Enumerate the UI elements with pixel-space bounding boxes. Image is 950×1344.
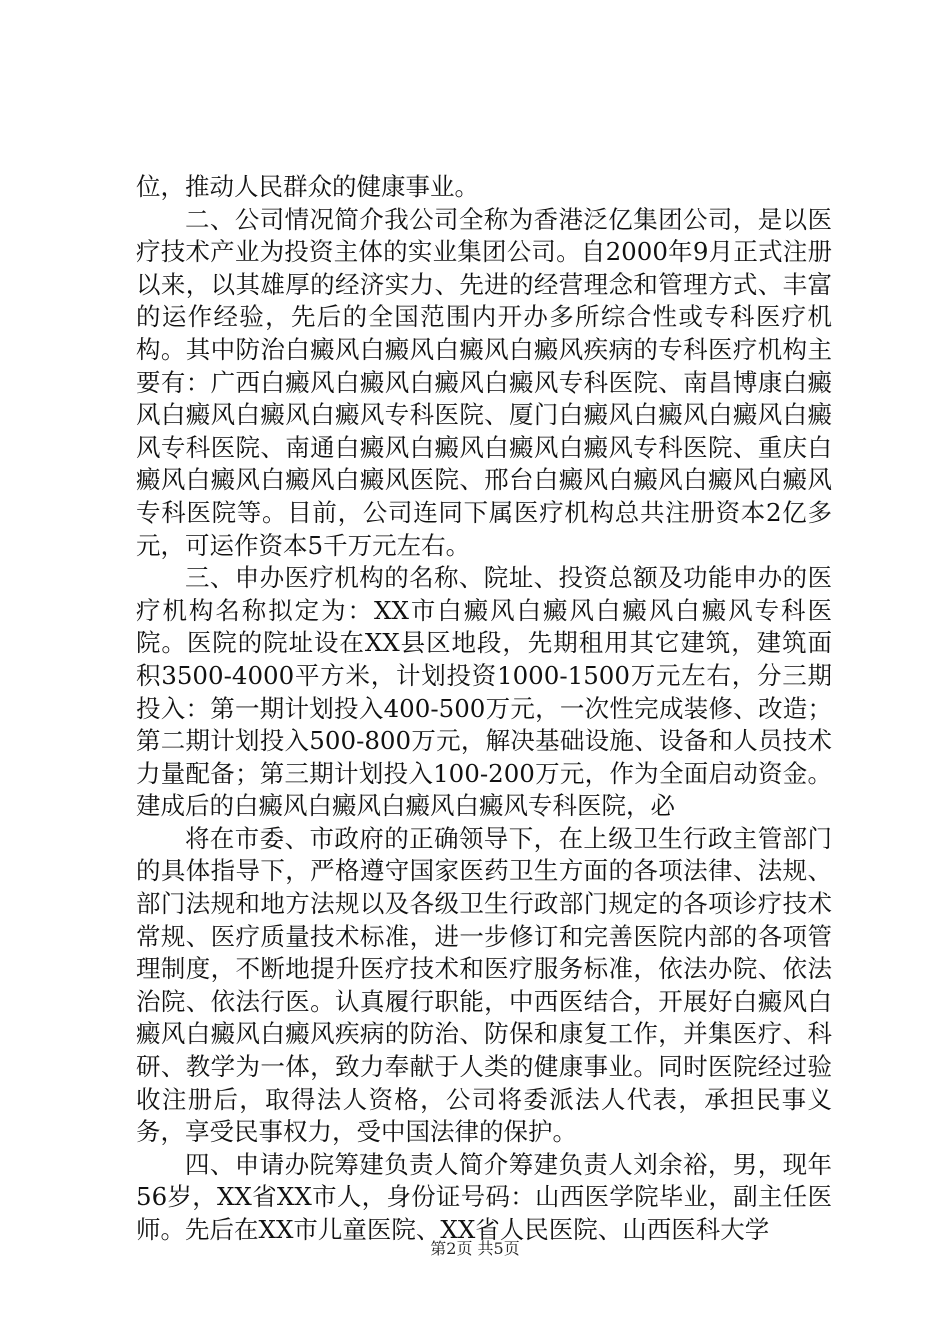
paragraph-preparation-lead: 四、申请办院筹建负责人简介筹建负责人刘余裕，男，现年56岁，XX省XX市人，身份证号码：山西医学院毕业，副主任医师。先后在XX市儿童医院、XX省人民医院、山西医科大学 — [136, 1149, 832, 1244]
page-number-footer: 第2页 共5页 — [430, 1239, 520, 1258]
paragraph-operating-principles: 将在市委、市政府的正确领导下，在上级卫生行政主管部门的具体指导下，严格遵守国家医药卫生方面的各项法律、法规、部门法规和地方法规以及各级卫生行政部门规定的各项诊疗技术常规、医疗质量技术标准，进一步修订和完善医院内部的各项管理制度，不断地提升医疗技术和医疗服务标准，依法办院、依法治院、依法行医。认真履行职能，中西医结合，开展好白癜风白癜风白癜风白癜风疾病的防治、防保和康复工作，并集医疗、科研、教学为一体，致力奉献于人类的健康事业。同时医院经过验收注册后，取得法人资格，公司将委派法人代表，承担民事义务，享受民事权力，受中国法律的保护。 — [136, 823, 832, 1147]
paragraph-institution-plan: 三、申办医疗机构的名称、院址、投资总额及功能申办的医疗机构名称拟定为：XX市白癜风白癜风白癜风白癜风专科医院。医院的院址设在XX县区地段，先期租用其它建筑，建筑面积3500-4000平方米，计划投资1000-1500万元左右，分三期投入：第一期计划投入400-500万元，一次性完成装修、改造；第二期计划投入500-800万元，解决基础设施、设备和人员技术力量配备；第三期计划投入100-200万元，作为全面启动资金。建成后的白癜风白癜风白癜风白癜风专科医院，必 — [136, 563, 832, 821]
paragraph-company-overview: 二、公司情况简介我公司全称为香港泛亿集团公司，是以医疗技术产业为投资主体的实业集团公司。自2000年9月正式注册以来，以其雄厚的经济实力、先进的经营理念和管理方式、丰富的运作经验，先后的全国范围内开办多所综合性或专科医疗机构。其中防治白癜风白癜风白癜风白癜风疾病的专科医疗机构主要有：广西白癜风白癜风白癜风白癜风专科医院、南昌博康白癜风白癜风白癜风白癜风专科医院、厦门白癜风白癜风白癜风白癜风专科医院、南通白癜风白癜风白癜风白癜风专科医院、重庆白癜风白癜风白癜风白癜风医院、邢台白癜风白癜风白癜风白癜风专科医院等。目前，公司连同下属医疗机构总共注册资本2亿多元，可运作资本5千万元左右。 — [136, 204, 832, 560]
paragraph-continuation: 位，推动人民群众的健康事业。 — [136, 172, 479, 201]
document-body — [136, 171, 832, 1247]
